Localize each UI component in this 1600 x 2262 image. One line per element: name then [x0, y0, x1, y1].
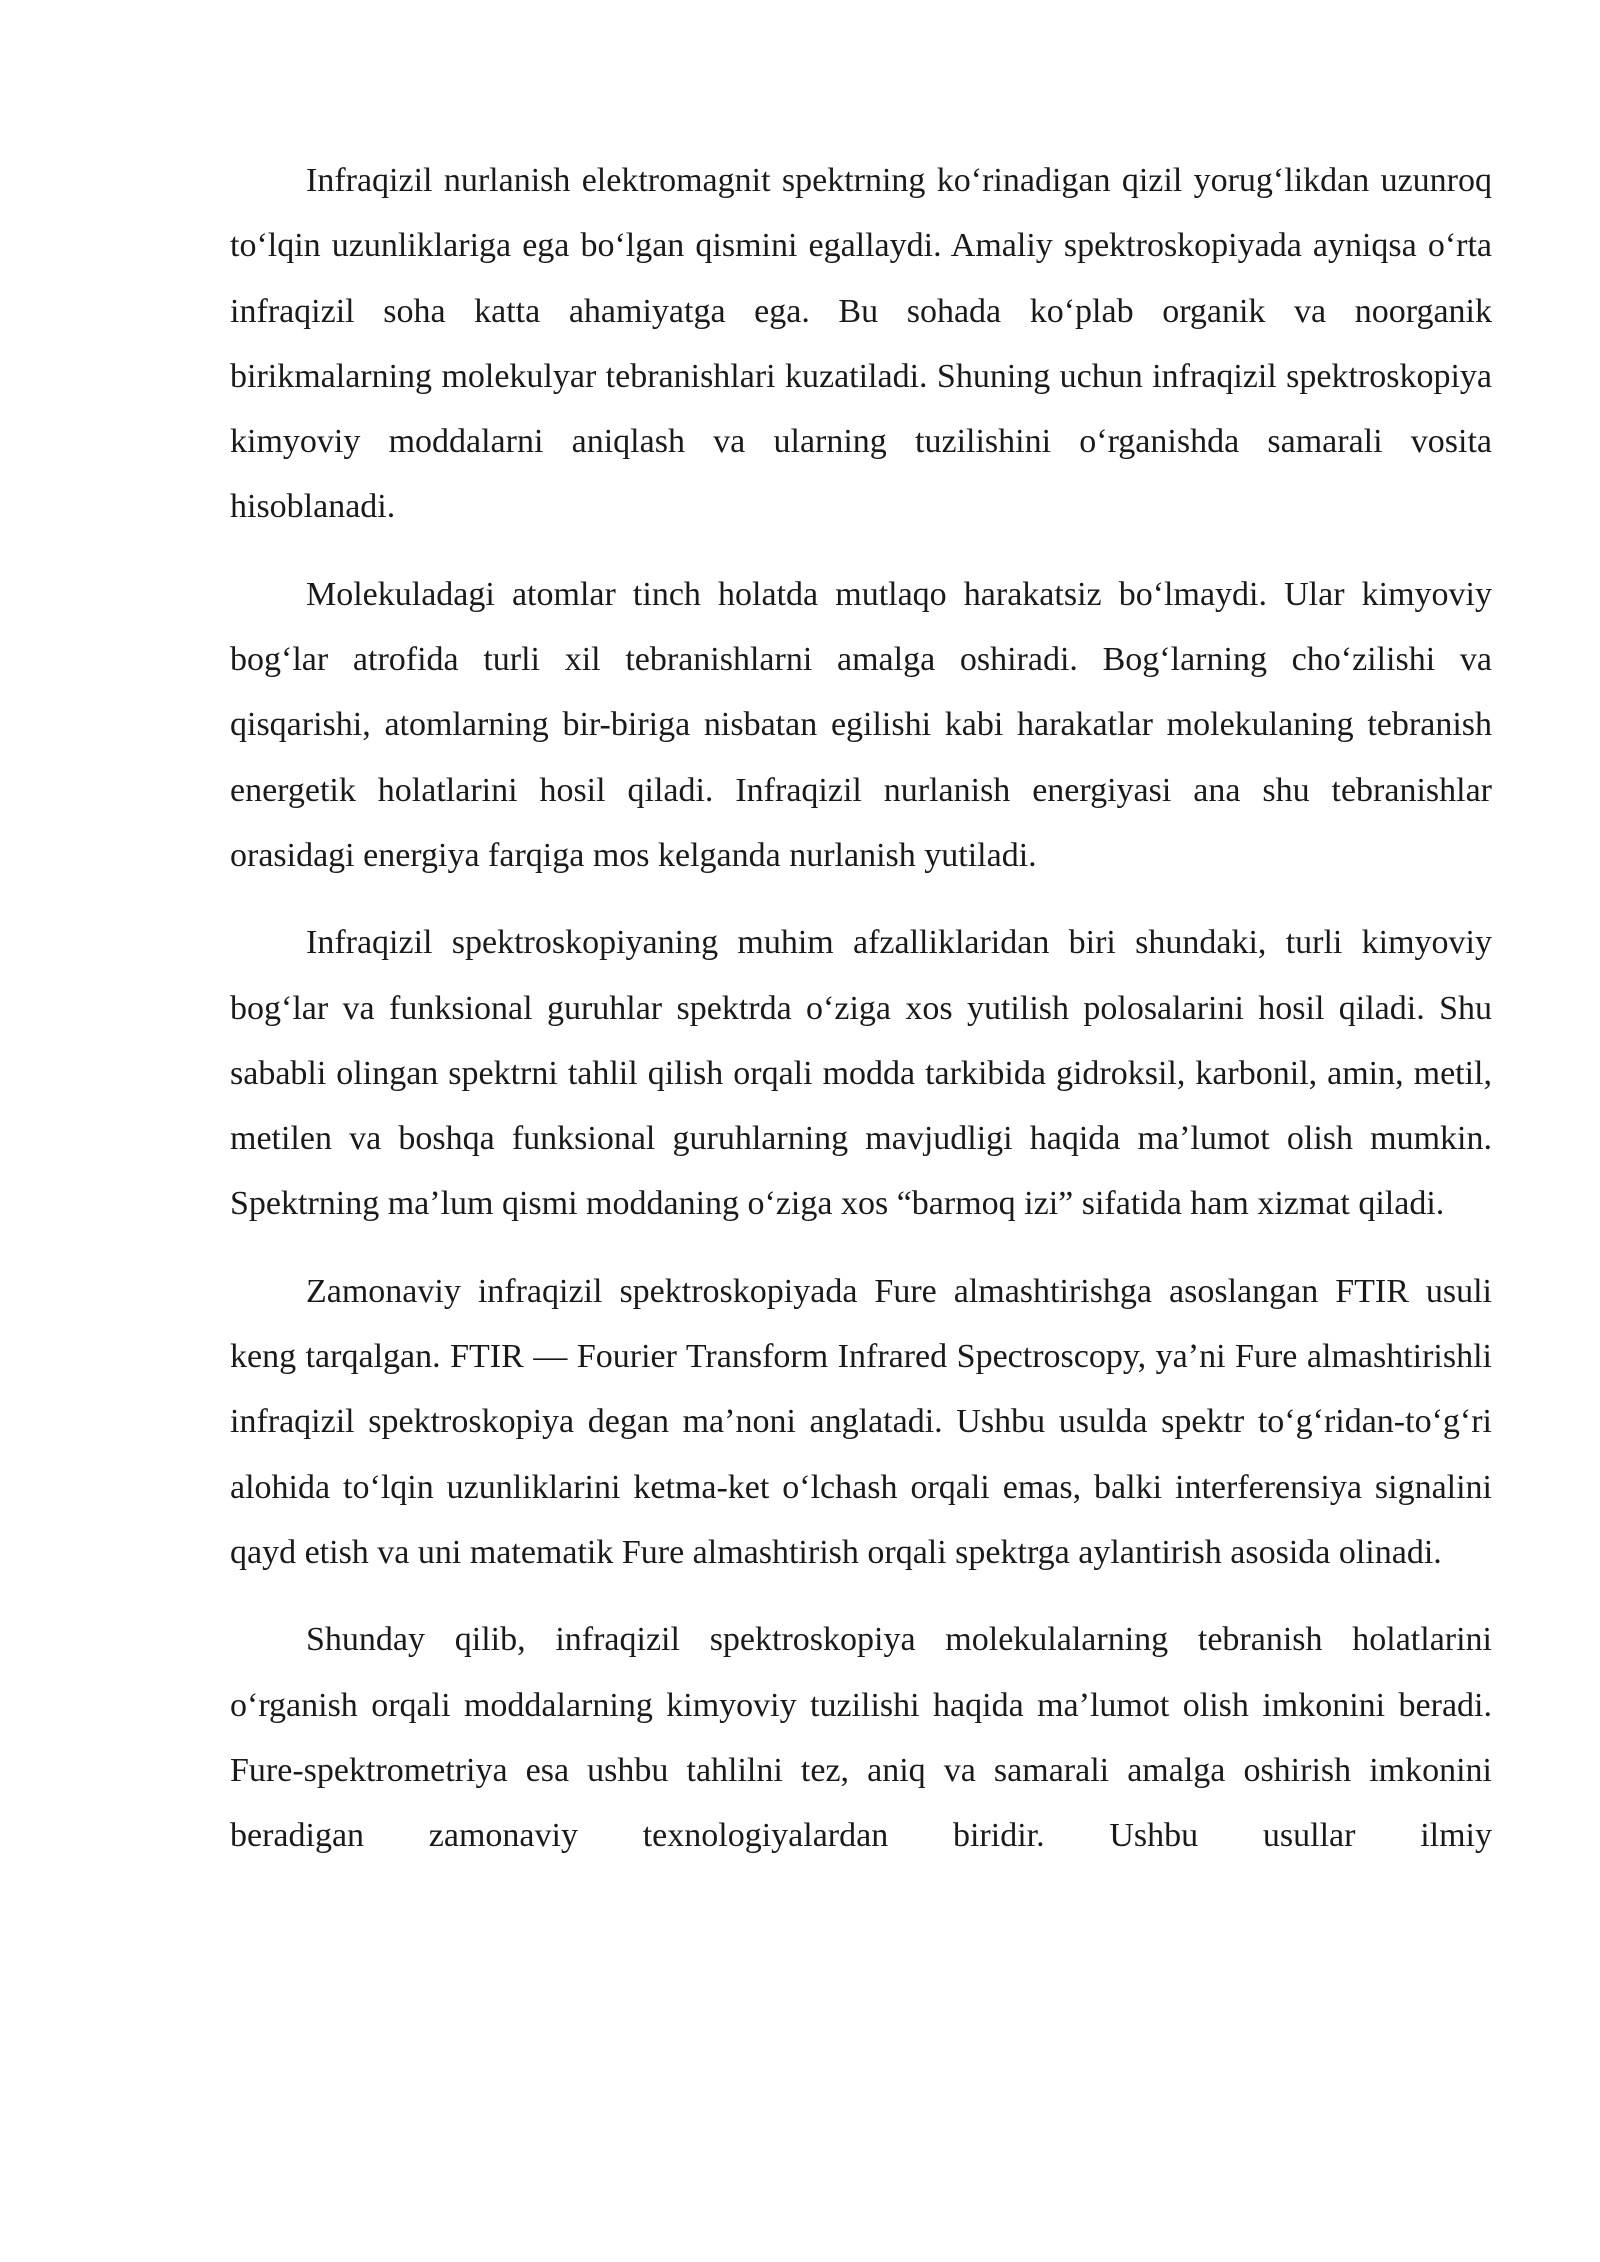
- paragraph-4: Zamonaviy infraqizil spektroskopiyada Fure almashtirishga asoslangan FTIR usuli keng tarqalgan. FTIR — Fourier Transform Infrared Spectroscopy, yaʼni Fure almashtirishli infraqizil spektroskopiya degan maʼnoni anglatadi. Ushbu usulda spektr toʻgʻridan-toʻgʻri alohida toʻlqin uzunliklarini ketma-ket oʻlchash orqali emas, balki interferensiya signalini qayd etish va uni matematik Fure almashtirish orqali spektrga aylantirish asosida olinadi.: [230, 1272, 1492, 1571]
- paragraph-3: Infraqizil spektroskopiyaning muhim afzalliklaridan biri shundaki, turli kimyoviy bogʻlar va funksional guruhlar spektrda oʻziga xos yutilish polosalarini hosil qiladi. Shu sababli olingan spektrni tahlil qilish orqali modda tarkibida gidroksil, karbonil, amin, metil, metilen va boshqa funksional guruhlarning mavjudligi haqida maʼlumot olish mumkin. Spektrning maʼlum qismi moddaning oʻziga xos “barmoq izi” sifatida ham xizmat qiladi.: [230, 924, 1492, 1223]
- paragraph-1: Infraqizil nurlanish elektromagnit spektrning koʻrinadigan qizil yorugʻlikdan uzunroq toʻlqin uzunliklariga ega boʻlgan qismini egallaydi. Amaliy spektroskopiyada ayniqsa oʻrta infraqizil soha katta ahamiyatga ega. Bu sohada koʻplab organik va noorganik birikmalarning molekulyar tebranishlari kuzatiladi. Shuning uchun infraqizil spektroskopiya kimyoviy moddalarni aniqlash va ularning tuzilishini oʻrganishda samarali vosita hisoblanadi.: [230, 162, 1492, 526]
- document-body: [230, 148, 1492, 1868]
- paragraph-2: Molekuladagi atomlar tinch holatda mutlaqo harakatsiz boʻlmaydi. Ular kimyoviy bogʻlar atrofida turli xil tebranishlarni amalga oshiradi. Bogʻlarning choʻzilishi va qisqarishi, atomlarning bir-biriga nisbatan egilishi kabi harakatlar molekulaning tebranish energetik holatlarini hosil qiladi. Infraqizil nurlanish energiyasi ana shu tebranishlar orasidagi energiya farqiga mos kelganda nurlanish yutiladi.: [230, 575, 1492, 874]
- paragraph-5: Shunday qilib, infraqizil spektroskopiya molekulalarning tebranish holatlarini oʻrganish orqali moddalarning kimyoviy tuzilishi haqida maʼlumot olish imkonini beradi. Fure-spektrometriya esa ushbu tahlilni tez, aniq va samarali amalga oshirish imkonini beradigan zamonaviy texnologiyalardan biridir. Ushbu usullar ilmiy: [230, 1621, 1492, 1855]
